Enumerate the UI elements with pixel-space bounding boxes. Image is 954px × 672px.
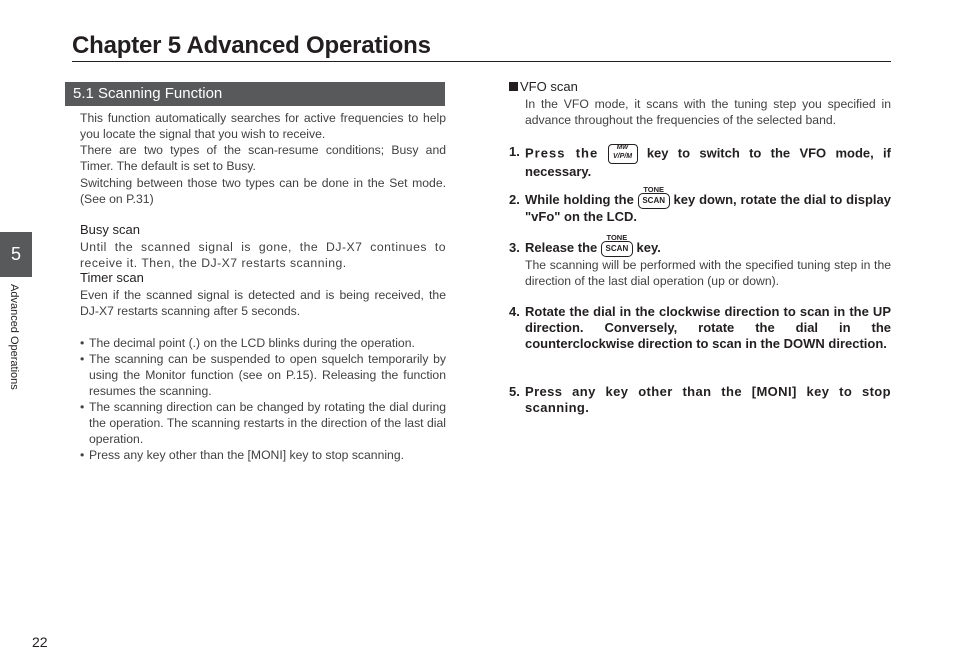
timer-scan-text: Even if the scanned signal is detected and is being received, the DJ-X7 restarts scanning after 5 seconds. (80, 288, 446, 319)
chapter-tab-label: Advanced Operations (8, 284, 20, 390)
step-5: 5. Press any key other than the [MONI] key to stop scanning. (509, 384, 891, 415)
step-3-note: The scanning will be performed with the specified tuning step in the direction of the last dial operation (up or down). (525, 258, 891, 289)
square-bullet-icon (509, 82, 518, 91)
vfo-scan-heading: VFO scan (509, 79, 578, 94)
busy-scan-heading: Busy scan (80, 222, 140, 237)
intro-paragraph-2: There are two types of the scan-resume conditions; Busy and Timer. The default is set to Busy. (80, 143, 446, 174)
intro-paragraph-3: Switching between those two types can be done in the Set mode. (See on P.31) (80, 176, 446, 207)
page-number: 22 (32, 634, 48, 650)
chapter-tab: 5 (0, 232, 32, 277)
timer-scan-heading: Timer scan (80, 270, 144, 285)
chapter-title: Chapter 5 Advanced Operations (72, 32, 431, 59)
busy-scan-text: Until the scanned signal is gone, the DJ-X7 continues to receive it. Then, the DJ-X7 restarts scanning. (80, 240, 446, 271)
title-rule (72, 61, 891, 62)
scan-key-icon: TONE SCAN (601, 241, 633, 257)
step-1: 1. Press the MW V/P/M key to switch to the VFO mode, if necessary. (509, 144, 891, 179)
section-title: 5.1 Scanning Function (65, 82, 445, 106)
scan-key-icon: TONE SCAN (638, 193, 670, 209)
step-4: 4. Rotate the dial in the clockwise direction to scan in the UP direction. Conversely, rotate the dial in the counterclockwise direction to scan in the DOWN direction. (509, 304, 891, 351)
step-2: 2. While holding the TONE SCAN key down, rotate the dial to display "vFo" on the LCD. (509, 184, 891, 224)
vpm-key-icon: MW V/P/M (608, 144, 638, 164)
list-item: • The scanning direction can be changed by rotating the dial during the operation. The scanning restarts in the direction of the last dial operation. (80, 400, 446, 446)
list-item: • The scanning can be suspended to open squelch temporarily by using the Monitor function (see on P.15). Releasing the function resumes the scanning. (80, 352, 446, 398)
list-item: • Press any key other than the [MONI] key to stop scanning. (80, 448, 405, 462)
step-3: 3. Release the TONE SCAN key. (509, 232, 661, 255)
notes-list (80, 335, 446, 463)
vfo-scan-intro: In the VFO mode, it scans with the tuning step you specified in advance throughout the frequencies of the selected band. (525, 97, 891, 128)
list-item: • The decimal point (.) on the LCD blinks during the operation. (80, 336, 415, 350)
intro-paragraph-1: This function automatically searches for active frequencies to help you locate the signal that you wish to receive. (80, 111, 446, 142)
